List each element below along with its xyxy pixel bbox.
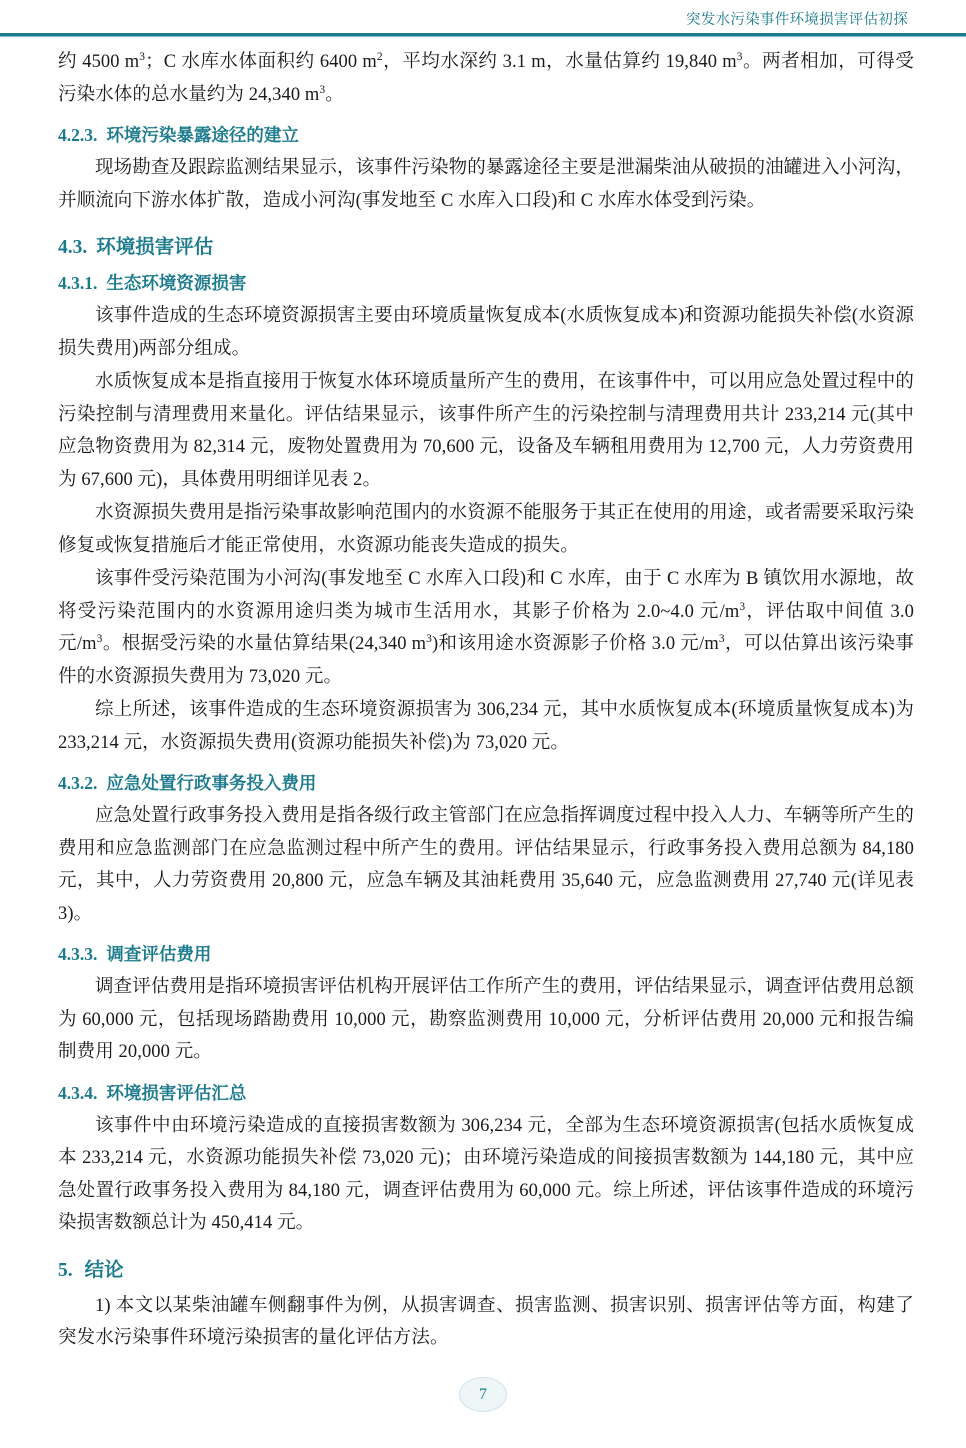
heading-number: 4.3.1. xyxy=(58,273,98,293)
text-run: 。根据受污染的水量估算结果(24,340 m xyxy=(102,634,427,654)
superscript-square: 2 xyxy=(376,50,383,63)
paragraph-survey-1: 调查评估费用是指环境损害评估机构开展评估工作所产生的费用，评估结果显示，调查评估费用总额为 60,000 元，包括现场踏勘费用 10,000 元，勘察监测费用 10,000 元，分析评估费用 20,000 元和报告编制费用 20,000 元。 xyxy=(58,977,914,1062)
paragraph-eco-3: 水资源损失费用是指污染事故影响范围内的水资源不能服务于其正在使用的用途，或者需要采取污染修复或恢复措施后才能正常使用，水资源功能丧失造成的损失。 xyxy=(58,503,914,556)
paragraph-summary-1: 该事件中由环境污染造成的直接损害数额为 306,234 元，全部为生态环境资源损害(包括水质恢复成本 233,214 元，水资源功能损失补偿 73,020 元)；由环境污染造成的间接损害数额为 144,180 元，其中应急处置行政事务投入费用为 84,180 元，调查评估费用为 60,000 元。综上所述，评估该事件造成的环境污染损害数额总计为 450,414 元。 xyxy=(58,1115,914,1233)
heading-text: 结论 xyxy=(84,1258,124,1281)
heading-4-3-1 xyxy=(58,270,914,295)
heading-4-3-2 xyxy=(58,770,914,795)
superscript-cube: 3 xyxy=(319,83,326,96)
heading-5 xyxy=(58,1254,914,1282)
superscript-cube: 3 xyxy=(426,632,432,645)
paragraph-water-volume xyxy=(58,46,914,111)
heading-text: 环境污染暴露途径的建立 xyxy=(106,125,299,145)
superscript-cube: 3 xyxy=(739,600,746,613)
running-header-title: 突发水污染事件环境损害评估初探 xyxy=(686,12,908,28)
heading-number: 4.3. xyxy=(58,237,88,258)
heading-text: 调查评估费用 xyxy=(106,944,212,964)
page-number-text: 7 xyxy=(479,1385,487,1403)
page-number-badge xyxy=(459,1377,507,1412)
superscript-cube: 3 xyxy=(736,50,743,63)
text-run: 约 4500 m xyxy=(58,52,140,72)
heading-text: 环境损害评估汇总 xyxy=(106,1082,247,1103)
superscript-cube: 3 xyxy=(718,632,725,645)
heading-text: 环境损害评估 xyxy=(96,236,214,258)
text-run: 。 xyxy=(325,84,344,105)
superscript-cube: 3 xyxy=(96,632,103,645)
heading-4-3-4 xyxy=(58,1080,914,1105)
heading-number: 4.3.3. xyxy=(58,944,98,964)
heading-text: 应急处置行政事务投入费用 xyxy=(106,773,317,793)
heading-4-2-3 xyxy=(58,122,914,147)
superscript-cube: 3 xyxy=(139,50,146,63)
header-divider xyxy=(0,33,966,36)
heading-number: 4.3.2. xyxy=(58,773,98,793)
text-run: ，平均水深约 3.1 m，水量估算约 19,840 m xyxy=(382,52,737,72)
paragraph-admin-1: 应急处置行政事务投入费用是指各级行政主管部门在应急指挥调度过程中投入人力、车辆等所产生的费用和应急监测部门在应急监测过程中所产生的费用。评估结果显示，行政事务投入费用总额为 84,180 元，其中，人力劳资费用 20,800 元，应急车辆及其油耗费用 35,640 元，应急监测费用 27,740 元(详见表 3)。 xyxy=(58,806,914,924)
running-header xyxy=(0,0,966,34)
text-run: ，可以估算出该污染事件的水资源损失费用为 73,020 元。 xyxy=(58,634,914,687)
paragraph-eco-4 xyxy=(58,563,914,693)
paragraph-eco-1: 该事件造成的生态环境资源损害主要由环境质量恢复成本(水质恢复成本)和资源功能损失补偿(水资源损失费用)两部分组成。 xyxy=(58,306,914,359)
heading-4-3 xyxy=(58,231,914,259)
text-run: ，评估取中间值 3.0 元/m xyxy=(58,601,914,654)
paragraph-exposure-path: 现场勘查及跟踪监测结果显示，该事件污染物的暴露途径主要是泄漏柴油从破损的油罐进入小河沟，并顺流向下游水体扩散，造成小河沟(事发地至 C 水库入口段)和 C 水库水体受到污染。 xyxy=(58,158,914,211)
heading-text: 生态环境资源损害 xyxy=(106,273,247,293)
text-run: )和该用途水资源影子价格 3.0 元/m xyxy=(431,634,719,654)
heading-4-3-3 xyxy=(58,941,914,966)
text-run: 。两者相加，可得受污染水体的总水量约为 24,340 m xyxy=(58,52,914,105)
text-run: 该事件受污染范围为小河沟(事发地至 C 水库入口段)和 C 水库，由于 C 水库为 B 镇饮用水源地，故将受污染范围内的水资源用途归类为城市生活用水，其影子价格为 2.0~4.0 元/m xyxy=(58,569,914,622)
heading-number: 5. xyxy=(58,1259,73,1281)
paragraph-eco-5: 综上所述，该事件造成的生态环境资源损害为 306,234 元，其中水质恢复成本(环境质量恢复成本)为 233,214 元，水资源损失费用(资源功能损失补偿)为 73,020 元。 xyxy=(58,700,914,753)
paragraph-eco-2: 水质恢复成本是指直接用于恢复水体环境质量所产生的费用，在该事件中，可以用应急处置过程中的污染控制与清理费用来量化。评估结果显示，该事件所产生的污染控制与清理费用共计 233,214 元(其中应急物资费用为 82,314 元，废物处置费用为 70,600 元，设备及车辆租用费用为 12,700 元，人力劳资费用为 67,600 元)，具体费用明细详见表 2。 xyxy=(58,372,914,490)
heading-number: 4.3.4. xyxy=(58,1082,98,1103)
page-content xyxy=(58,46,914,1356)
text-run: ；C 水库水体面积约 6400 m xyxy=(145,52,377,72)
paragraph-conclusion-1: 1) 本文以某柴油罐车侧翻事件为例，从损害调查、损害监测、损害识别、损害评估等方面，构建了突发水污染事件环境污染损害的量化评估方法。 xyxy=(58,1295,914,1348)
heading-number: 4.2.3. xyxy=(58,125,98,145)
